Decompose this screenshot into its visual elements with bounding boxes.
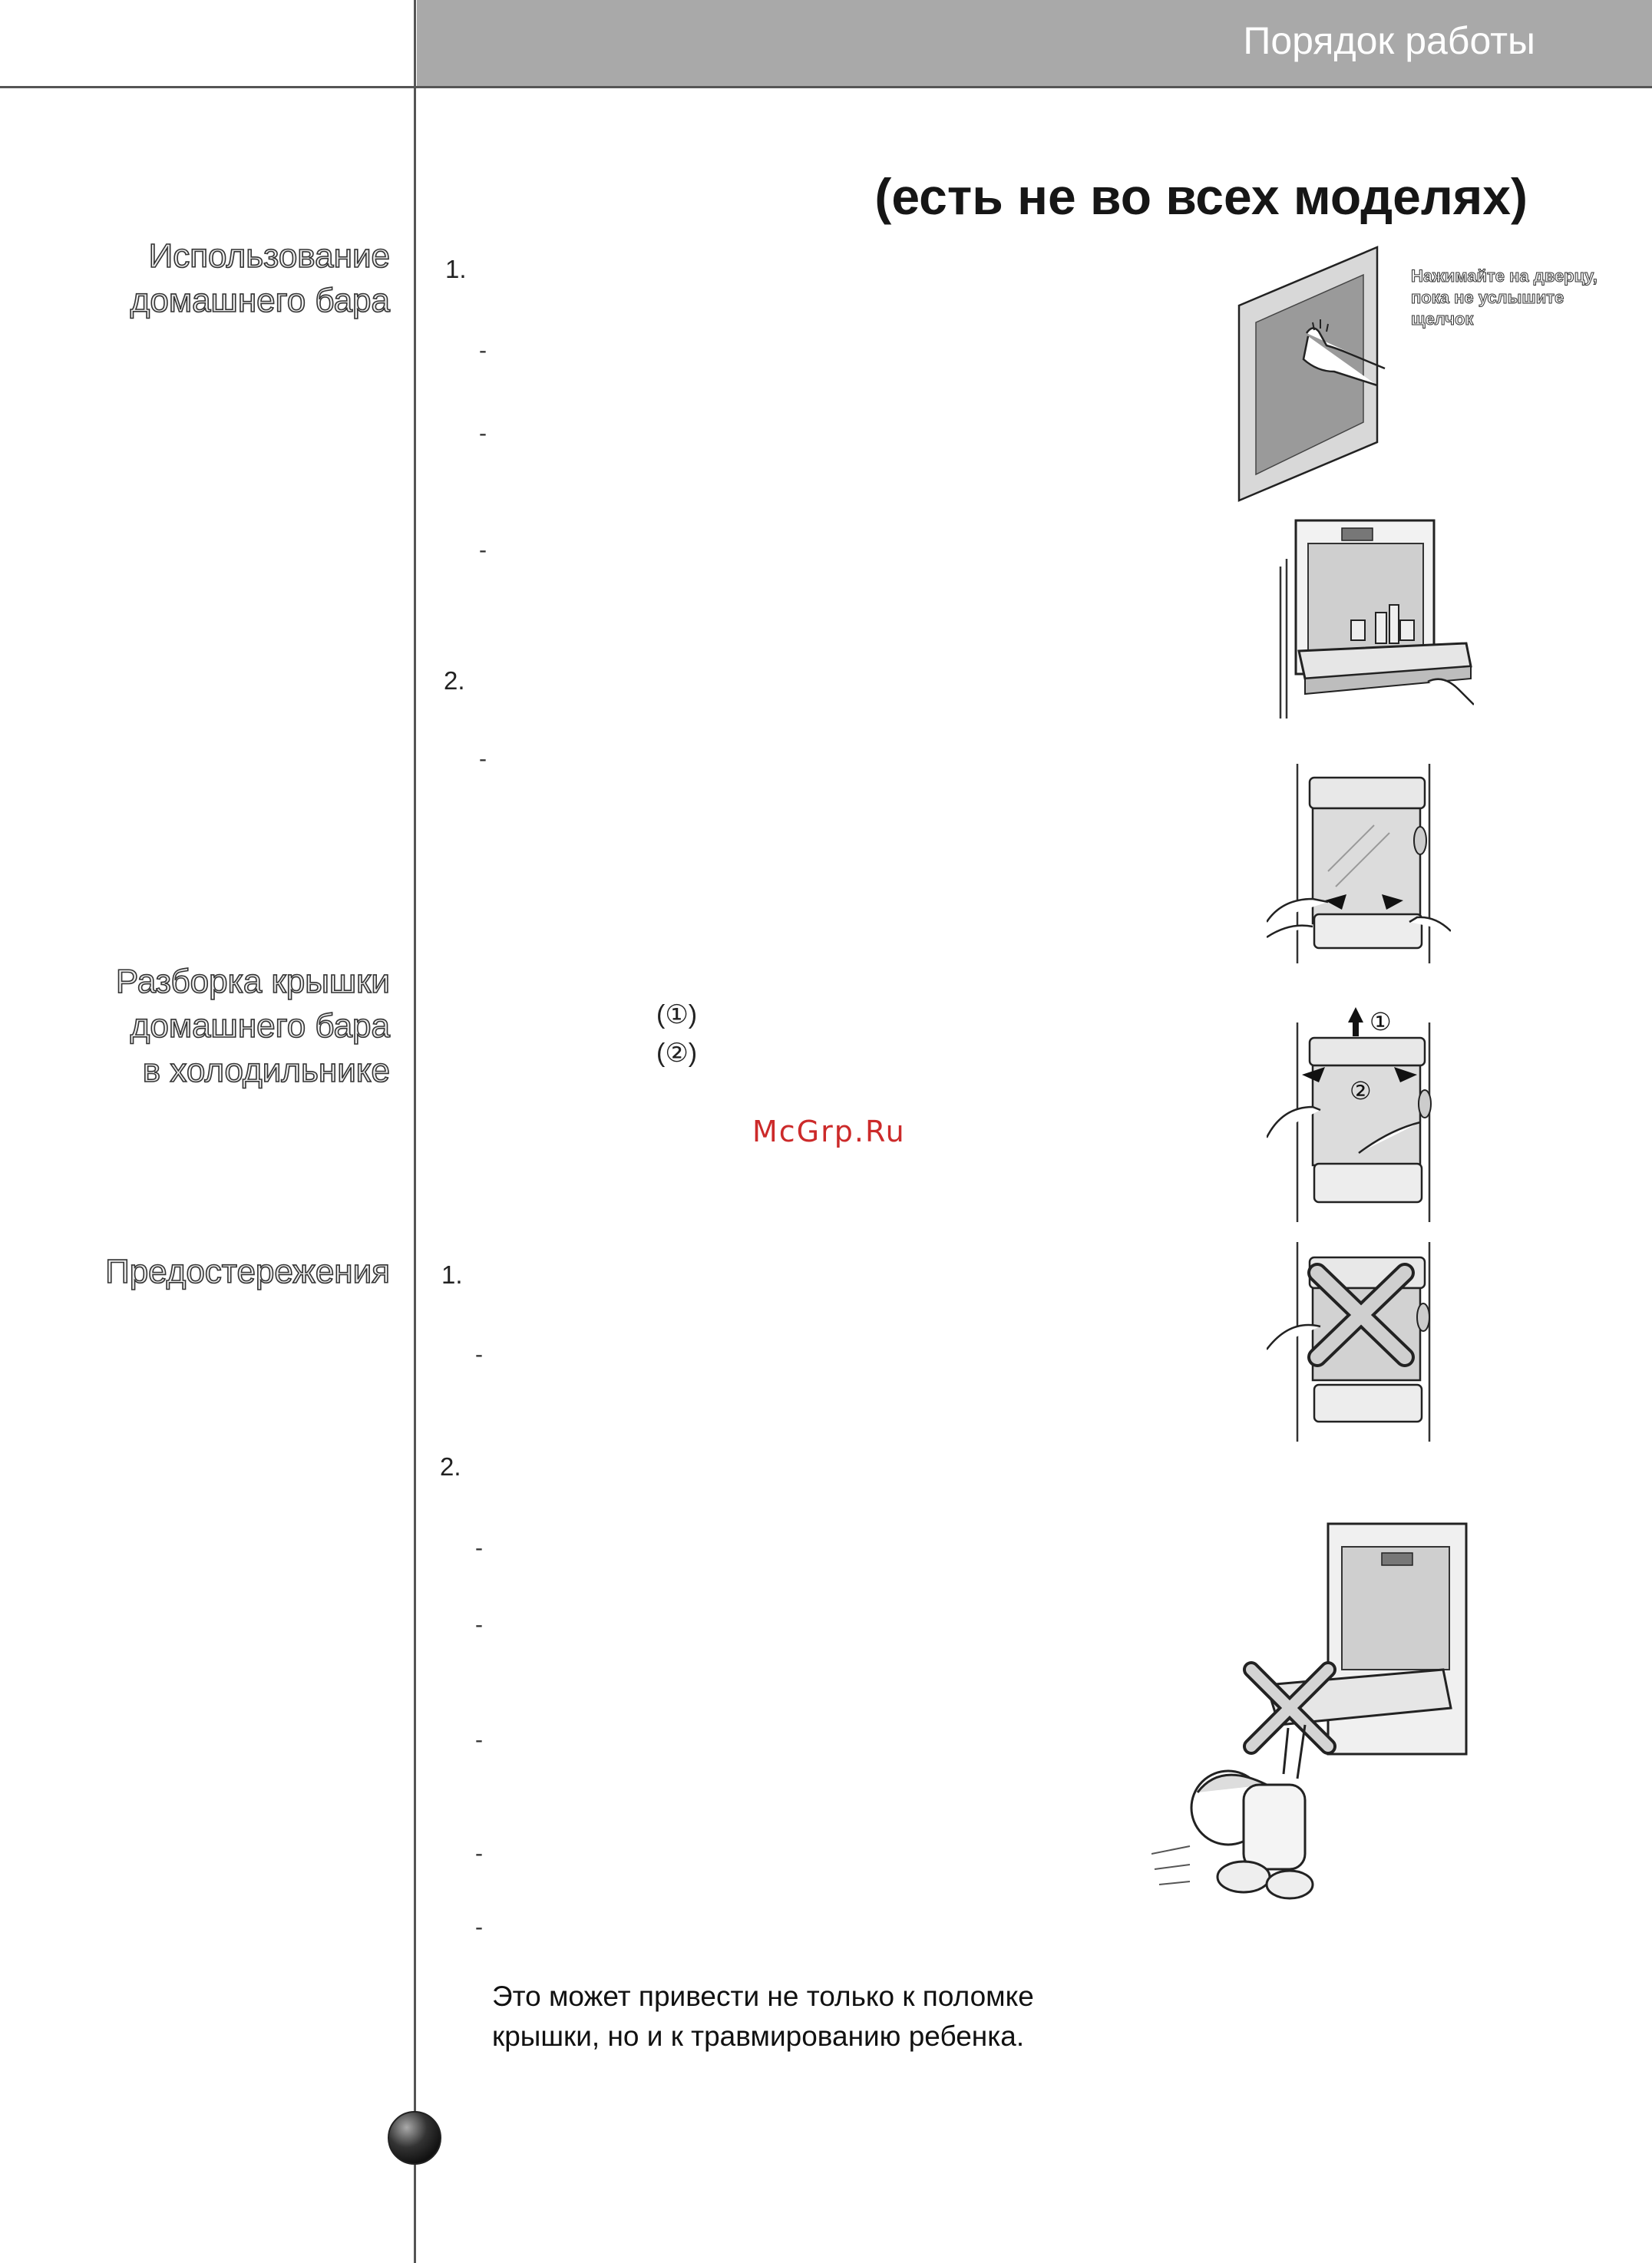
list-number: 1. [441, 1260, 463, 1289]
bullet-dash: - [475, 1914, 483, 1940]
bullet-dash: - [475, 1727, 483, 1753]
bullet-dash: - [475, 1841, 483, 1866]
step-marker-1: (①) [656, 1000, 698, 1029]
fig-step-2: ② [1350, 1076, 1372, 1105]
bullet-dash: - [479, 421, 487, 446]
warning-text [492, 1977, 1034, 2057]
section-heading-home-bar [6, 234, 390, 323]
list-number: 2. [444, 666, 465, 695]
main-heading: (есть не во всех моделях) [874, 168, 1528, 225]
section-heading-line: домашнего бара [130, 1007, 390, 1045]
bullet-dash: - [475, 1535, 483, 1561]
caption-line: пока не услышите [1411, 288, 1564, 307]
bullet-dash: - [479, 537, 487, 563]
cover-removal-illustration [1267, 764, 1451, 963]
bullet-dash: - [479, 338, 487, 363]
section-heading-precautions [6, 1250, 390, 1294]
caption-line: щелчок [1411, 309, 1474, 329]
section-heading-line: Предостережения [105, 1253, 390, 1290]
child-hazard-illustration [1151, 1516, 1497, 1923]
home-bar-open-illustration [1274, 497, 1474, 720]
header-rule [0, 86, 1652, 88]
list-number: 2. [440, 1452, 461, 1481]
bullet-dash: - [479, 746, 487, 771]
caption-line: Нажимайте на дверцу, [1411, 266, 1597, 286]
bullet-dash: - [475, 1342, 483, 1367]
watermark: McGrp.Ru [752, 1115, 906, 1148]
cover-lift-illustration [1267, 992, 1451, 1222]
incorrect-handling-illustration [1267, 1242, 1451, 1442]
bullet-dash: - [475, 1612, 483, 1637]
page-title: Порядок работы [1243, 19, 1535, 62]
door-press-illustration [1228, 244, 1389, 505]
section-heading-line: Использование [148, 237, 390, 275]
warning-line: крышки, но и к травмированию ребенка. [492, 2020, 1025, 2052]
list-number: 1. [445, 255, 467, 283]
section-heading-cover-removal [6, 960, 390, 1093]
step-marker-2: (②) [656, 1039, 698, 1068]
section-heading-line: в холодильнике [142, 1052, 390, 1089]
warning-line: Это может привести не только к поломке [492, 1981, 1034, 2012]
fig-step-1: ① [1370, 1007, 1392, 1036]
section-heading-line: Разборка крышки [115, 963, 390, 1000]
page-marker-bullet [384, 2107, 445, 2169]
section-heading-line: домашнего бара [130, 282, 390, 319]
figure-caption [1411, 266, 1597, 330]
column-divider [414, 0, 416, 2263]
